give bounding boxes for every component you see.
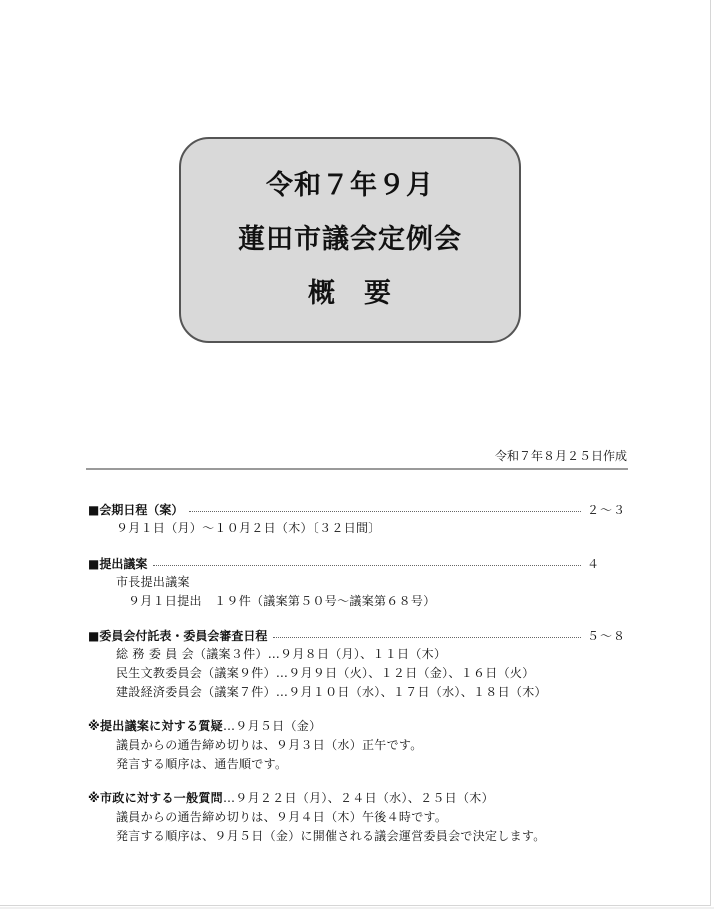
section-committee-heading [88,627,627,645]
title-box [179,137,521,343]
section-bills [88,555,623,611]
bills-line: 市長提出議案 [116,575,190,589]
questions-line: 議員からの通告締め切りは、９月３日（水）正午です。 [116,738,423,752]
schedule-line: ９月１日（月）～１０月２日（木）〔３２日間〕 [116,521,381,535]
section-schedule-label: ■会期日程（案） [88,503,184,517]
questions-line: 発言する順序は、通告順です。 [116,757,288,771]
section-general-dates: …９月２２日（月）、２４日（水）、２５日（木） [222,791,494,805]
section-questions-heading [88,717,623,736]
section-bills-pages: ４ [587,557,601,571]
committee-line: 建設経済委員会（議案７件）…９月１０日（水）、１７日（水）、１８日（木） [116,685,547,699]
committee-line: 総 務 委 員 会（議案３件）…９月８日（月）、１１日（木） [116,647,447,661]
section-schedule-heading [88,501,627,519]
section-committee-pages: ５～８ [587,629,627,643]
leader-dots [153,564,581,566]
section-questions-label: ※提出議案に対する質疑 [88,719,223,733]
committee-line: 民生文教委員会（議案９件）…９月９日（火）、１２日（金）、１６日（火） [116,666,535,680]
section-schedule-pages: ２～３ [587,503,627,517]
section-committee [88,627,627,702]
section-questions [88,717,623,774]
section-general-heading [88,789,623,808]
title-line-1: 令和７年９月 [266,170,434,201]
header-rule [86,468,628,470]
section-bills-label: ■提出議案 [88,557,148,571]
section-general-label: ※市政に対する一般質問 [88,791,223,805]
section-general [88,789,623,846]
title-line-2: 蓮田市議会定例会 [238,224,462,255]
section-bills-heading [88,555,623,573]
leader-dots [189,510,581,512]
title-line-3: 概 要 [308,278,392,309]
section-committee-label: ■委員会付託表・委員会審査日程 [88,629,268,643]
leader-dots [273,636,581,638]
general-line: 発言する順序は、９月５日（金）に開催される議会運営委員会で決定します。 [116,829,546,843]
created-date: 令和７年８月２５日作成 [494,449,627,463]
general-line: 議員からの通告締め切りは、９月４日（木）午後４時です。 [116,810,448,824]
bills-line: ９月１日提出 １９件（議案第５０号～議案第６８号） [128,594,436,608]
section-schedule [88,501,627,538]
section-questions-date: …９月５日（金） [222,719,322,733]
